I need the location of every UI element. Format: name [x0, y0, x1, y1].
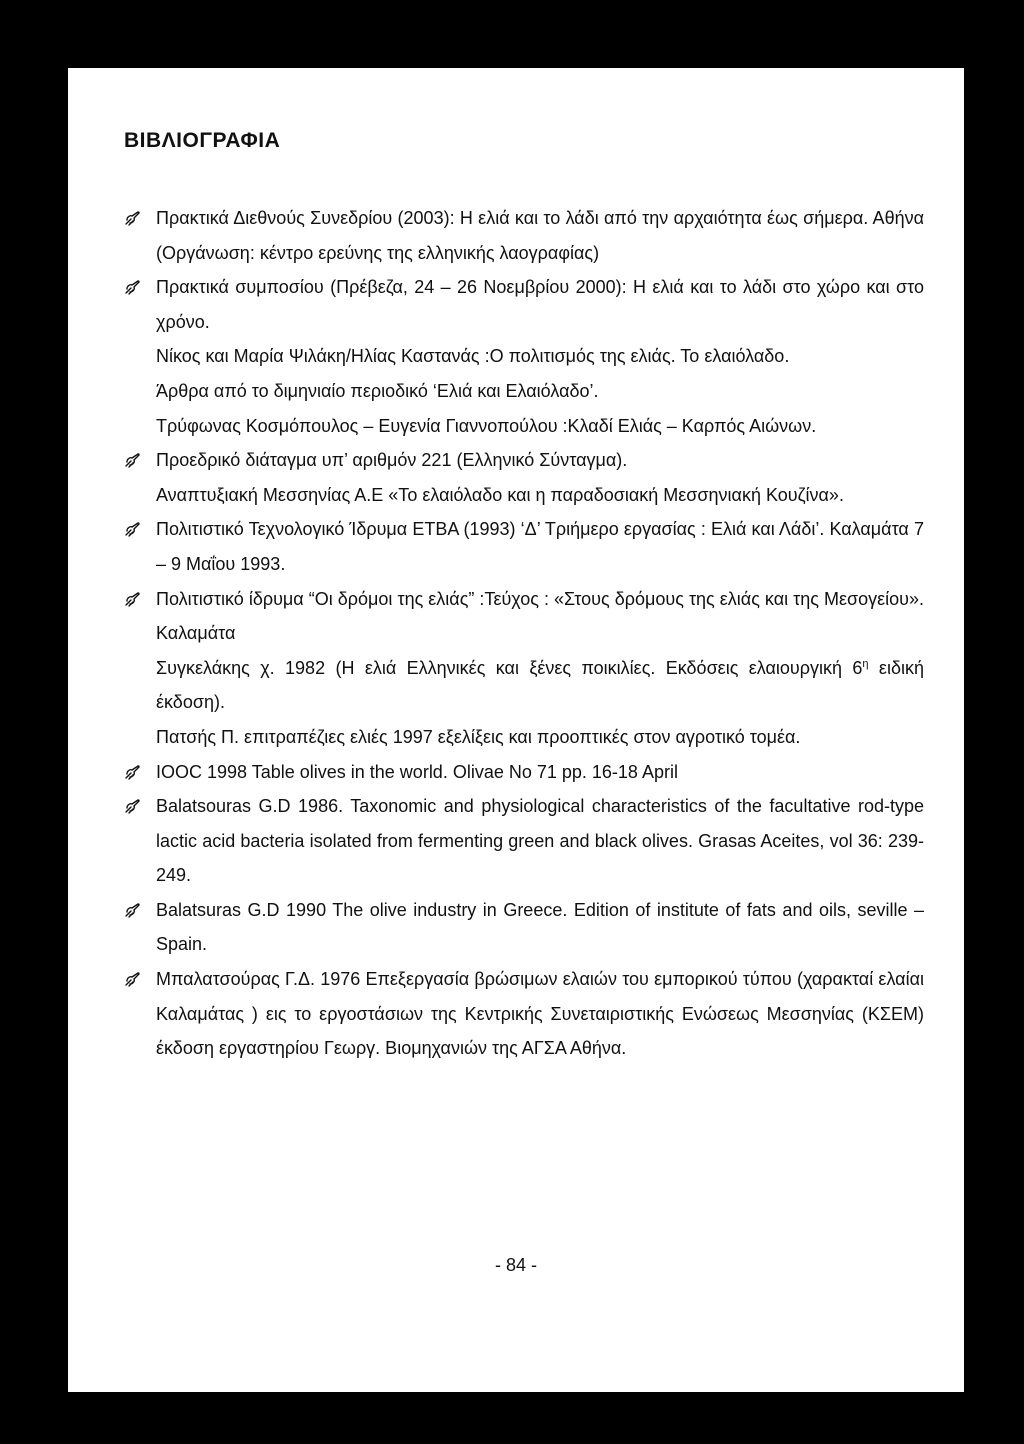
reference-entry [124, 201, 924, 270]
reference-entry [124, 374, 924, 409]
reference-text: IOOC 1998 Table olives in the world. Olivae No 71 pp. 16-18 April [156, 761, 678, 782]
reference-text: Πατσής Π. επιτραπέζιες ελιές 1997 εξελίξεις και προοπτικές στον αγροτικό τομέα. [156, 726, 801, 747]
reference-list [124, 201, 924, 1066]
reference-text: Προεδρικό διάταγμα υπ’ αριθμόν 221 (Ελληνικό Σύνταγμα). [156, 450, 628, 471]
writing-hand-icon [124, 970, 142, 988]
reference-text: Balatsouras G.D 1986. Taxonomic and physiological characteristics of the facultative rod-type lactic acid bacteria isolated from fermenting green and black olives. Grasas Aceites, vol 36: 239-249. [156, 796, 924, 886]
reference-entry [124, 478, 924, 513]
reference-text: Πρακτικά Διεθνούς Συνεδρίου (2003): Η ελιά και το λάδι από την αρχαιότητα έως σήμερα. Αθήνα (Οργάνωση: κέντρο ερεύνης της ελληνικής λαογραφίας) [156, 208, 924, 263]
writing-hand-icon [124, 278, 142, 296]
writing-hand-icon [124, 520, 142, 538]
reference-text: Πολιτιστικό Τεχνολογικό Ίδρυμα ΕΤΒΑ (1993) ‘Δ’ Τριήμερο εργασίας : Ελιά και Λάδι’. Καλαμάτα 7 – 9 Μαΐου 1993. [156, 519, 924, 574]
reference-entry [124, 720, 924, 755]
reference-text: Μπαλατσούρας Γ.Δ. 1976 Επεξεργασία βρώσιμων ελαιών του εμπορικού τύπου (χαρακταί ελαίαι Καλαμάτας ) εις το εργοστάσιων της Κεντρικής Συνεταιριστικής Ενώσεως Μεσσηνίας (ΚΣΕΜ) έκδοση εργαστηρίου Γεωργ. Βιομηχανιών της ΑΓΣΑ Αθήνα. [156, 969, 924, 1059]
reference-entry [124, 755, 924, 790]
writing-hand-icon [124, 451, 142, 469]
writing-hand-icon [124, 590, 142, 608]
reference-entry [124, 893, 924, 962]
bibliography-section [124, 129, 924, 1066]
reference-text: Τρύφωνας Κοσμόπουλος – Ευγενία Γιαννοπούλου :Κλαδί Ελιάς – Καρπός Αιώνων. [156, 415, 817, 436]
reference-entry [124, 512, 924, 581]
bibliography-title: ΒΙΒΛΙΟΓΡΑΦΙΑ [124, 129, 281, 152]
reference-text-continued: ειδική έκδοση). [156, 657, 924, 713]
reference-text: Balatsuras G.D 1990 The olive industry in Greece. Edition of institute of fats and oils, seville – Spain. [156, 899, 924, 955]
reference-entry [124, 962, 924, 1066]
reference-entry [124, 270, 924, 339]
reference-entry [124, 582, 924, 651]
reference-text: Πολιτιστικό ίδρυμα “Οι δρόμοι της ελιάς” :Τεύχος : «Στους δρόμους της ελιάς και της Μεσογείου». Καλαμάτα [156, 588, 924, 644]
reference-entry [124, 789, 924, 893]
document-page [68, 68, 964, 1392]
reference-text: Αναπτυξιακή Μεσσηνίας Α.Ε «Το ελαιόλαδο και η παραδοσιακή Μεσσηνιακή Κουζίνα». [156, 484, 844, 505]
writing-hand-icon [124, 209, 142, 227]
reference-entry [124, 339, 924, 374]
reference-text: Νίκος και Μαρία Ψιλάκη/Ηλίας Καστανάς :Ο πολιτισμός της ελιάς. Το ελαιόλαδο. [156, 346, 790, 367]
reference-superscript: η [862, 657, 869, 670]
reference-entry [124, 409, 924, 444]
page-number: - 84 - [494, 1255, 537, 1275]
writing-hand-icon [124, 797, 142, 815]
reference-text: Πρακτικά συμποσίου (Πρέβεζα, 24 – 26 Νοεμβρίου 2000): Η ελιά και το λάδι στο χώρο και στο χρόνο. [156, 277, 924, 332]
reference-text: Συγκελάκης χ. 1982 (Η ελιά Ελληνικές και ξένες ποικιλίες. Εκδόσεις ελαιουργική 6 [156, 657, 863, 678]
reference-entry [124, 651, 924, 720]
writing-hand-icon [124, 763, 142, 781]
reference-entry [124, 443, 924, 478]
reference-text: Άρθρα από το διμηνιαίο περιοδικό ‘Ελιά και Ελαιόλαδο’. [156, 380, 599, 401]
writing-hand-icon [124, 901, 142, 919]
